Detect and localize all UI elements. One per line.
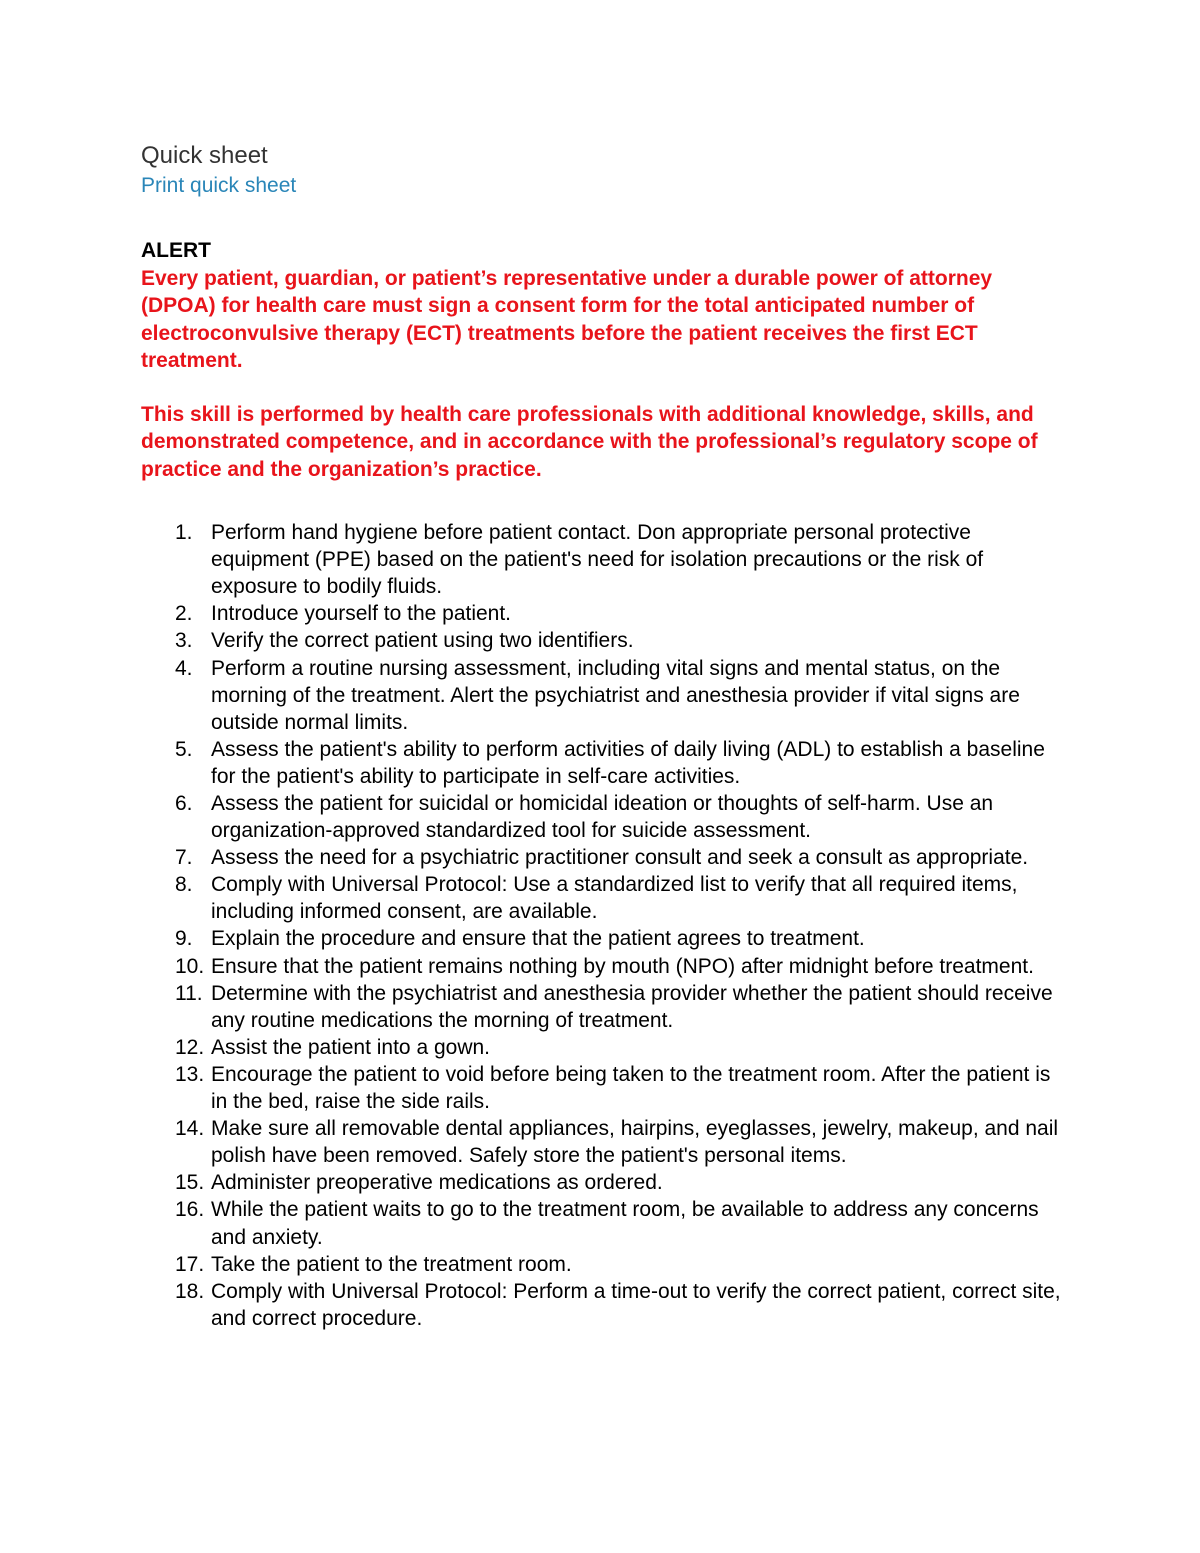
step-number — [141, 655, 211, 736]
step-number — [141, 600, 211, 627]
alert-spacer — [141, 374, 1061, 401]
step-number-label: 5. — [175, 737, 193, 761]
step-text: Take the patient to the treatment room. — [211, 1252, 572, 1276]
list-item — [141, 1034, 1061, 1061]
step-text: Perform a routine nursing assessment, including vital signs and mental status, on the morning of the treatment. Alert the psychiatrist and anesthesia provider if vital signs are outside normal limits. — [211, 656, 1020, 734]
list-item — [141, 519, 1061, 600]
list-item — [141, 925, 1061, 952]
step-text: Comply with Universal Protocol: Perform a time-out to verify the correct patient, correct site, and correct procedure. — [211, 1279, 1061, 1330]
alert-heading: ALERT — [141, 239, 211, 262]
step-number-label: 6. — [175, 792, 193, 816]
step-text: Assess the patient for suicidal or homicidal ideation or thoughts of self-harm. Use an organization-approved standardized tool for suicide assessment. — [211, 792, 994, 843]
step-number-label: 2. — [175, 602, 193, 626]
list-item — [141, 1251, 1061, 1278]
step-number — [141, 1169, 211, 1196]
step-text: Assess the need for a psychiatric practitioner consult and seek a consult as appropriate. — [211, 846, 1029, 870]
print-quick-sheet-link[interactable]: Print quick sheet — [141, 174, 297, 197]
step-number — [141, 925, 211, 952]
list-item — [141, 980, 1061, 1034]
step-number-label: 3. — [175, 629, 193, 653]
list-item — [141, 655, 1061, 736]
list-item — [141, 1169, 1061, 1196]
document-page — [141, 140, 1061, 1332]
step-number — [141, 1278, 211, 1332]
step-text: Administer preoperative medications as ordered. — [211, 1171, 663, 1195]
step-number — [141, 871, 211, 925]
step-number — [141, 1034, 211, 1061]
step-number-label: 17. — [175, 1252, 205, 1276]
list-item — [141, 790, 1061, 844]
step-number — [141, 980, 211, 1034]
step-number-label: 13. — [175, 1062, 205, 1086]
step-number-label: 7. — [175, 846, 193, 870]
step-number-label: 11. — [175, 981, 203, 1005]
step-text: Assist the patient into a gown. — [211, 1035, 490, 1059]
list-item — [141, 1278, 1061, 1332]
step-text: Perform hand hygiene before patient contact. Don appropriate personal protective equipment (PPE) based on the patient's need for isolation precautions or the risk of exposure to bodily fluids. — [211, 521, 984, 599]
step-number-label: 14. — [175, 1117, 205, 1141]
step-number — [141, 736, 211, 790]
list-item — [141, 1061, 1061, 1115]
step-number — [141, 844, 211, 871]
step-number-label: 15. — [175, 1171, 205, 1195]
step-text: Assess the patient's ability to perform activities of daily living (ADL) to establish a baseline for the patient's ability to participate in self-care activities. — [211, 737, 1045, 788]
list-item — [141, 871, 1061, 925]
step-text: Explain the procedure and ensure that the patient agrees to treatment. — [211, 927, 865, 951]
step-number — [141, 1061, 211, 1115]
page-title: Quick sheet — [141, 142, 268, 169]
step-number — [141, 790, 211, 844]
step-text: Comply with Universal Protocol: Use a standardized list to verify that all required items, including informed consent, are available. — [211, 873, 1018, 924]
list-item — [141, 953, 1061, 980]
step-text: Make sure all removable dental appliances, hairpins, eyeglasses, jewelry, makeup, and nail polish have been removed. Safely store the patient's personal items. — [211, 1117, 1059, 1168]
step-number-label: 9. — [175, 927, 193, 951]
step-number-label: 18. — [175, 1279, 205, 1303]
list-item — [141, 1196, 1061, 1250]
alert-paragraph-scope: This skill is performed by health care professionals with additional knowledge, skills, and demonstrated competence, and in accordance with the professional’s regulatory scope of practice and the organization’s practice. — [141, 403, 1038, 481]
step-number — [141, 1251, 211, 1278]
list-item — [141, 1115, 1061, 1169]
step-number-label: 1. — [175, 521, 193, 545]
step-number — [141, 1196, 211, 1250]
step-number — [141, 627, 211, 654]
list-item — [141, 736, 1061, 790]
step-text: Encourage the patient to void before being taken to the treatment room. After the patient is in the bed, raise the side rails. — [211, 1062, 1051, 1114]
step-text: Introduce yourself to the patient. — [211, 602, 512, 626]
list-item — [141, 627, 1061, 654]
step-number-label: 10. — [175, 954, 205, 978]
step-text: While the patient waits to go to the treatment room, be available to address any concerns and anxiety. — [211, 1198, 1039, 1249]
list-item — [141, 844, 1061, 871]
list-item — [141, 600, 1061, 627]
procedure-steps-list — [141, 519, 1061, 1332]
step-number-label: 16. — [175, 1198, 205, 1222]
step-number — [141, 953, 211, 980]
step-number-label: 8. — [175, 873, 193, 897]
step-text: Ensure that the patient remains nothing by mouth (NPO) after midnight before treatment. — [211, 954, 1034, 978]
step-number-label: 4. — [175, 656, 193, 680]
step-text: Determine with the psychiatrist and anesthesia provider whether the patient should receive any routine medications the morning of treatment. — [211, 981, 1053, 1032]
step-number — [141, 1115, 211, 1169]
alert-paragraph-consent: Every patient, guardian, or patient’s representative under a durable power of attorney (DPOA) for health care must sign a consent form for the total anticipated number of electroconvulsive therapy (ECT) treatments before the patient receives the first ECT treatment. — [141, 267, 993, 372]
step-number — [141, 519, 211, 600]
step-number-label: 12. — [175, 1035, 205, 1059]
step-text: Verify the correct patient using two identifiers. — [211, 629, 634, 653]
